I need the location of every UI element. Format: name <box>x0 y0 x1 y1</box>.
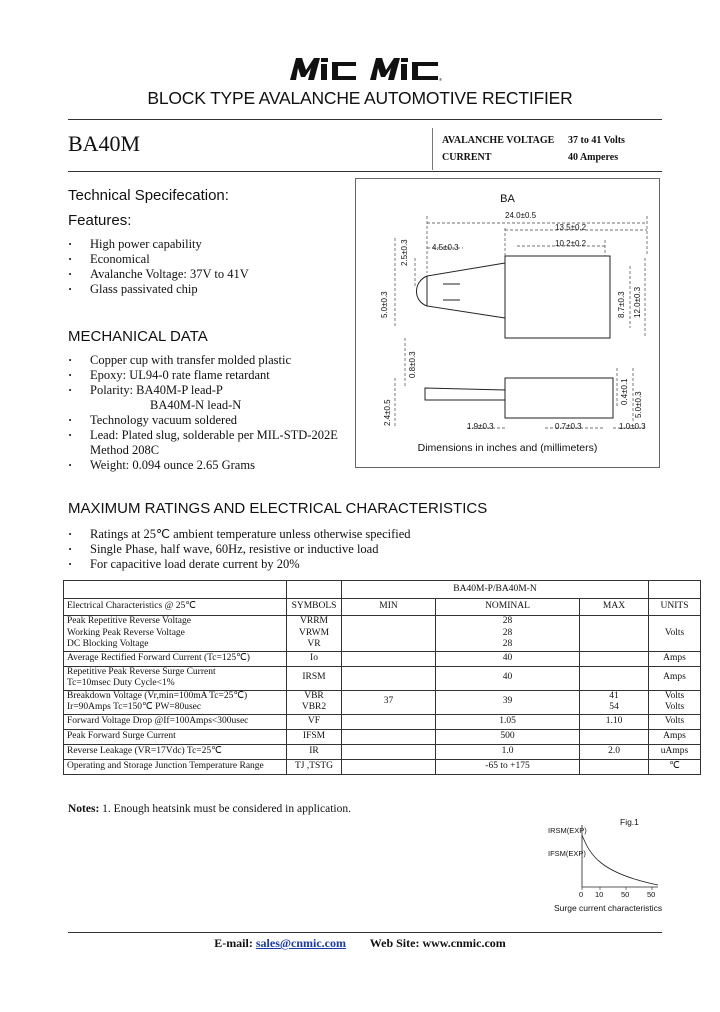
dim-label: 13.5±0.2 <box>555 223 587 232</box>
y-label: IFSM(EXP) <box>548 849 586 858</box>
table-group-header: BA40M-P/BA40M-N <box>342 581 649 599</box>
package-diagram <box>355 178 660 468</box>
email-label: E-mail: <box>214 936 253 950</box>
ratings-table <box>63 580 701 775</box>
footer-rule <box>68 932 662 933</box>
feature-item: · Economical <box>68 252 249 267</box>
dim-label: 1.9±0.3 <box>467 422 494 431</box>
dim-label: 24.0±0.5 <box>505 211 537 220</box>
header-rule <box>68 171 662 172</box>
svg-text:®: ® <box>439 77 442 82</box>
column-header: SYMBOLS <box>287 599 342 616</box>
x-tick: 50 <box>647 890 656 899</box>
column-header: UNITS <box>649 599 701 616</box>
table-row: Peak Repetitive Reverse Voltage Working Peak Reverse Voltage DC Blocking Voltage VRRM VRWM VR 28 28 28 Volts <box>64 616 701 652</box>
notes-text: 1. Enough heatsink must be considered in application. <box>102 803 351 815</box>
column-header: MIN <box>342 599 436 616</box>
dim-label: 2.4±0.5 <box>383 399 392 426</box>
x-tick: 10 <box>595 890 604 899</box>
spec-label-voltage: AVALANCHE VOLTAGE <box>442 135 555 146</box>
diagram-caption: Dimensions in inches and (millimeters) <box>417 442 598 454</box>
chart-caption: Surge current characteristics <box>554 903 663 913</box>
column-header: NOMINAL <box>436 599 580 616</box>
dim-label: 4.5±0.3 <box>432 243 459 252</box>
ratings-heading: MAXIMUM RATINGS AND ELECTRICAL CHARACTERISTICS <box>68 500 488 517</box>
spec-divider <box>432 128 433 170</box>
table-header-row <box>64 599 701 616</box>
feature-item: · Glass passivated chip <box>68 282 249 297</box>
dim-label: 2.5±0.3 <box>400 239 409 266</box>
dim-label: 0.7±0.3 <box>555 422 582 431</box>
mechanical-item: · Copper cup with transfer molded plastic <box>68 353 338 368</box>
email-link[interactable]: sales@cnmic.com <box>255 936 346 950</box>
table-row: Forward Voltage Drop @If=100Amps<300usec VF 1.05 1.10 Volts <box>64 714 701 729</box>
title-rule <box>68 119 662 120</box>
table-row: Repetitive Peak Reverse Surge Current Tc=10msec Duty Cycle<1% IRSM 40 Amps <box>64 666 701 690</box>
table-row: Reverse Leakage (VR=17Vdc) Tc=25℃ IR 1.0 2.0 uAmps <box>64 744 701 759</box>
feature-item: · Avalanche Voltage: 37V to 41V <box>68 267 249 282</box>
dim-label: 10.2±0.2 <box>555 239 587 248</box>
dim-label: 0.4±0.1 <box>620 378 629 405</box>
dim-label: 5.0±0.3 <box>634 391 643 418</box>
mechanical-item: Method 208C <box>90 443 160 457</box>
company-logo <box>288 52 444 82</box>
mechanical-list <box>68 353 338 473</box>
mechanical-heading: MECHANICAL DATA <box>68 328 208 345</box>
condition-item: · Single Phase, half wave, 60Hz, resistive or inductive load <box>68 542 411 557</box>
table-row: Operating and Storage Junction Temperature Range TJ ,TSTG -65 to +175 ℃ <box>64 759 701 774</box>
y-label: IRSM(EXP) <box>548 826 587 835</box>
spec-label-current: CURRENT <box>442 152 492 163</box>
ratings-conditions <box>68 527 411 572</box>
document-title: BLOCK TYPE AVALANCHE AUTOMOTIVE RECTIFIER <box>147 88 573 108</box>
dim-label: 12.0±0.3 <box>633 286 642 318</box>
mechanical-item: · Epoxy: UL94-0 rate flame retardant <box>68 368 338 383</box>
part-number: BA40M <box>68 131 141 156</box>
mechanical-item: · Lead: Plated slug, solderable per MIL-STD-202E <box>68 428 338 443</box>
column-header: MAX <box>580 599 649 616</box>
website-label: Web Site: <box>369 936 420 950</box>
website-link[interactable]: www.cnmic.com <box>422 936 506 950</box>
table-row: Peak Forward Surge Current IFSM 500 Amps <box>64 729 701 744</box>
mechanical-item: BA40M-N lead-N <box>150 398 242 412</box>
table-row: Breakdown Voltage (Vr,min=100mA Tc=25℃) Ir=90Amps Tc=150℃ PW=80usec VBR VBR2 37 39 41 54 Volts Volts <box>64 690 701 714</box>
table-row: Average Rectified Forward Current (Tc=125℃) Io 40 Amps <box>64 651 701 666</box>
condition-item: · For capacitive load derate current by 20% <box>68 557 411 572</box>
mechanical-item: · Polarity: BA40M-P lead-P <box>68 383 338 398</box>
x-tick: 50 <box>621 890 630 899</box>
technical-heading: Technical Specifecation: <box>68 187 229 204</box>
features-list <box>68 237 249 297</box>
dim-label: 0.8±0.3 <box>408 351 417 378</box>
feature-item: · High power capability <box>68 237 249 252</box>
dim-label: 8.7±0.3 <box>617 291 626 318</box>
notes <box>68 803 351 815</box>
column-header: Electrical Characteristics @ 25℃ <box>64 599 287 616</box>
footer <box>0 936 720 951</box>
mechanical-item: · Technology vacuum soldered <box>68 413 338 428</box>
spec-value-voltage: 37 to 41 Volts <box>568 135 625 146</box>
features-heading: Features: <box>68 212 132 229</box>
condition-item: · Ratings at 25℃ ambient temperature unless otherwise specified <box>68 527 411 542</box>
surge-chart <box>540 815 680 920</box>
fig-label: Fig.1 <box>620 817 639 827</box>
dim-label: 1.0±0.3 <box>619 422 646 431</box>
table-group-header-row <box>64 581 701 599</box>
package-label: BA <box>500 193 515 205</box>
dim-label: 5.0±0.3 <box>380 291 389 318</box>
spec-value-current: 40 Amperes <box>568 152 619 163</box>
mechanical-item: · Weight: 0.094 ounce 2.65 Grams <box>68 458 338 473</box>
notes-label: Notes: <box>68 803 100 815</box>
x-tick: 0 <box>579 890 584 899</box>
